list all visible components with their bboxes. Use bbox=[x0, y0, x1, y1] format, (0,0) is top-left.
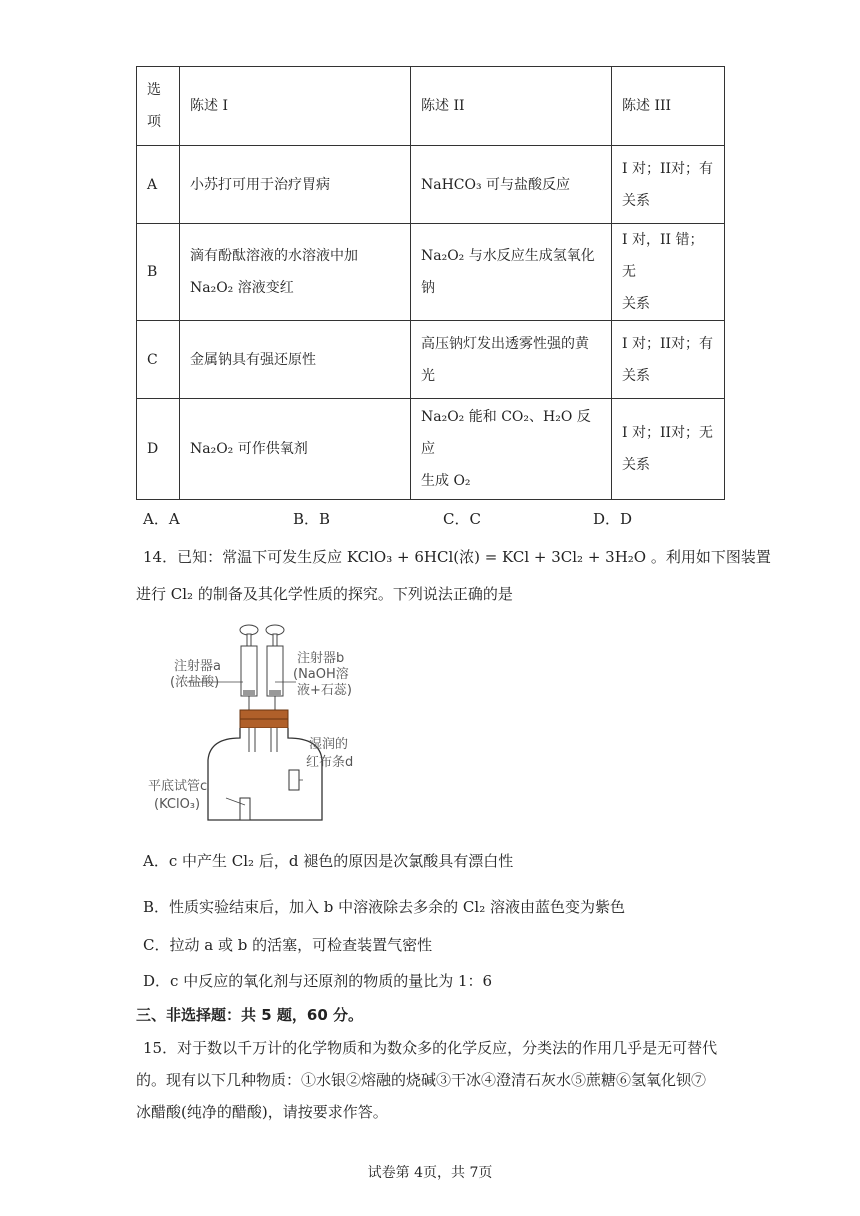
row-statement-3: I 对；II对；有 关系 bbox=[612, 146, 725, 224]
label-tube-1: 平底试管c bbox=[148, 779, 208, 794]
header-statement-1: 陈述 I bbox=[180, 67, 411, 146]
label-tube-2: (KClO₃) bbox=[154, 797, 201, 812]
q13-choice-c: C．C bbox=[443, 510, 481, 528]
label-syringe-a-content: (浓盐酸) bbox=[170, 675, 220, 690]
statement-table bbox=[136, 66, 725, 500]
row-statement-3: I 对，II 错；无 关系 bbox=[612, 224, 725, 321]
row-statement-1: 小苏打可用于治疗胃病 bbox=[180, 146, 411, 224]
flask bbox=[208, 728, 322, 820]
q15-line3: 冰醋酸(纯净的醋酸)，请按要求作答。 bbox=[136, 1103, 388, 1121]
red-cloth-strip bbox=[289, 770, 299, 790]
apparatus-figure bbox=[140, 620, 380, 830]
table-row bbox=[137, 399, 725, 500]
label-syringe-a: 注射器a bbox=[174, 659, 221, 674]
row-option: B bbox=[137, 224, 180, 321]
label-strip-2: 红布条d bbox=[306, 755, 354, 770]
q14-option-b: B．性质实验结束后，加入 b 中溶液除去多余的 Cl₂ 溶液由蓝色变为紫色 bbox=[143, 898, 625, 916]
q13-choice-d: D．D bbox=[593, 510, 633, 528]
row-statement-2: Na₂O₂ 能和 CO₂、H₂O 反应 生成 O₂ bbox=[411, 399, 612, 500]
row-statement-1: Na₂O₂ 可作供氧剂 bbox=[180, 399, 411, 500]
row-statement-2: NaHCO₃ 可与盐酸反应 bbox=[411, 146, 612, 224]
flat-bottom-tube bbox=[240, 798, 250, 820]
table-row bbox=[137, 146, 725, 224]
q14-stem-line2: 进行 Cl₂ 的制备及其化学性质的探究。下列说法正确的是 bbox=[136, 585, 513, 603]
table-row bbox=[137, 224, 725, 321]
label-syringe-b-content-1: (NaOH溶 bbox=[293, 667, 349, 682]
syringe-b bbox=[266, 625, 284, 710]
row-statement-3: I 对；II对；有 关系 bbox=[612, 321, 725, 399]
q15-line1: 15．对于数以千万计的化学物质和为数众多的化学反应，分类法的作用几乎是无可替代 bbox=[143, 1039, 718, 1057]
row-option: C bbox=[137, 321, 180, 399]
row-statement-1: 滴有酚酞溶液的水溶液中加 Na₂O₂ 溶液变红 bbox=[180, 224, 411, 321]
row-option: A bbox=[137, 146, 180, 224]
row-statement-1: 金属钠具有强还原性 bbox=[180, 321, 411, 399]
label-strip-1: 湿润的 bbox=[309, 737, 349, 752]
q14-option-a: A．c 中产生 Cl₂ 后，d 褪色的原因是次氯酸具有漂白性 bbox=[143, 852, 514, 870]
q14-option-c: C．拉动 a 或 b 的活塞，可检查装置气密性 bbox=[143, 936, 433, 954]
label-syringe-b: 注射器b bbox=[297, 651, 345, 666]
q15-line2: 的。现有以下几种物质：①水银②熔融的烧碱③干冰④澄清石灰水⑤蔗糖⑥氢氧化钡⑦ bbox=[136, 1071, 707, 1089]
q14-stem-line1: 14．已知：常温下可发生反应 KClO₃ + 6HCl(浓) = KCl + 3Cl₂ + 3H₂O 。利用如下图装置 bbox=[143, 548, 771, 566]
header-option: 选 项 bbox=[137, 67, 180, 146]
header-statement-3: 陈述 III bbox=[612, 67, 725, 146]
table-row bbox=[137, 321, 725, 399]
section-3-heading: 三、非选择题：共 5 题，60 分。 bbox=[136, 1006, 363, 1024]
q13-choice-b: B．B bbox=[293, 510, 331, 528]
page-footer: 试卷第 4页，共 7页 bbox=[367, 1165, 493, 1181]
table-header-row bbox=[137, 67, 725, 146]
row-statement-2: Na₂O₂ 与水反应生成氢氧化 钠 bbox=[411, 224, 612, 321]
syringe-a bbox=[240, 625, 258, 710]
q13-choice-a: A．A bbox=[143, 510, 180, 528]
row-statement-2: 高压钠灯发出透雾性强的黄 光 bbox=[411, 321, 612, 399]
row-option: D bbox=[137, 399, 180, 500]
header-statement-2: 陈述 II bbox=[411, 67, 612, 146]
label-syringe-b-content-2: 液+石蕊) bbox=[297, 683, 352, 698]
q14-option-d: D．c 中反应的氧化剂与还原剂的物质的量比为 1：6 bbox=[143, 972, 493, 990]
row-statement-3: I 对；II对；无 关系 bbox=[612, 399, 725, 500]
